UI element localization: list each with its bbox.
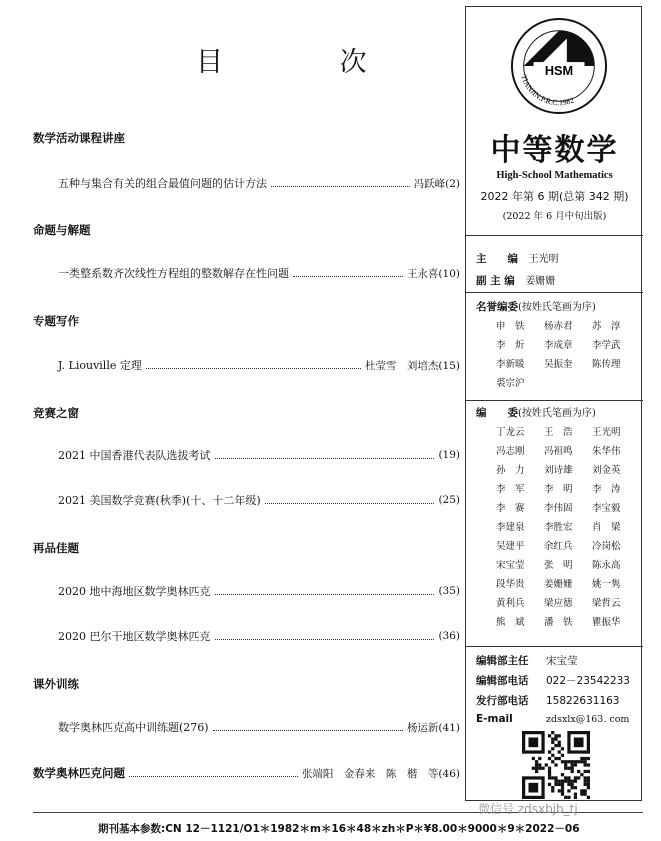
honor-board-heading <box>476 298 596 314</box>
person-name: 李新暖 <box>496 359 525 370</box>
honor-board-label: 名誉编委 <box>476 301 518 313</box>
editorial-board-names <box>496 423 636 632</box>
person-name: 苏 淳 <box>592 321 621 332</box>
distribution-phone-value: 15822631163 <box>546 695 620 707</box>
logo-ring-text: TIANJIN.P.R.C.1982 <box>519 73 576 108</box>
person-name: 李 明 <box>544 484 573 495</box>
toc-entry-author-page: (36) <box>438 630 460 642</box>
journal-name-en: High-School Mathematics <box>496 170 613 181</box>
person-name: 段华贵 <box>496 579 525 590</box>
person-name: 李 炘 <box>496 340 525 351</box>
toc-entry-author-page: (25) <box>438 494 460 506</box>
email[interactable] <box>476 713 629 725</box>
person-name: 李建泉 <box>496 522 525 533</box>
leader-dots <box>293 270 403 277</box>
journal-parameters: 期刊基本参数:CN 12－1121/O1＊1982＊m＊16＊48＊zh＊P＊¥8.00＊9000＊9＊2022－06 <box>98 823 580 835</box>
person-name: 余红兵 <box>544 541 573 552</box>
editorial-phone-label: 编辑部电话 <box>476 675 529 687</box>
leader-dots <box>215 588 435 595</box>
leader-dots <box>265 497 435 504</box>
name-row <box>496 317 636 336</box>
dept-head-label: 编辑部主任 <box>476 655 529 667</box>
publish-date: (2022 年 6 月中旬出版) <box>502 211 607 222</box>
person-name: 李 赛 <box>496 503 525 514</box>
name-row <box>496 575 636 594</box>
toc-entry[interactable] <box>58 265 460 281</box>
person-name: 刘诗雄 <box>544 465 573 476</box>
toc-entry-title: 2020 地中海地区数学奥林匹克 <box>58 585 211 598</box>
vice-editor-label: 副 主 编 <box>476 275 515 287</box>
page-title: 目 次 <box>196 47 421 78</box>
divider <box>466 646 643 647</box>
toc-entry[interactable] <box>58 357 460 373</box>
section-heading: 课外训练 <box>33 677 79 691</box>
toc-entry-author-page: (19) <box>438 449 460 461</box>
toc-entry[interactable] <box>58 175 460 191</box>
person-name: 吴建平 <box>496 541 525 552</box>
person-name: 姜姗姗 <box>544 579 573 590</box>
toc-entry-author-page: 张端阳 金春来 陈 楷 等(46) <box>301 767 460 780</box>
person-name: 吴振奎 <box>544 359 573 370</box>
toc-entry-author-page: 杨运新(41) <box>406 721 460 734</box>
email-value[interactable]: zdsxlx@163. com <box>546 714 630 725</box>
name-row <box>496 355 636 374</box>
toc-entry[interactable] <box>58 628 460 644</box>
leader-dots <box>146 362 361 369</box>
person-name: 李 军 <box>496 484 525 495</box>
person-name: 李胜宏 <box>544 522 573 533</box>
person-name: 熊 斌 <box>496 617 525 628</box>
person-name: 姚一隽 <box>592 579 621 590</box>
editorial-phone <box>476 673 630 688</box>
logo-hsm-text: HSM <box>544 62 574 78</box>
person-name: 裘宗沪 <box>496 378 525 389</box>
person-name: 丁龙云 <box>496 427 525 438</box>
toc-entry-title: 五种与集合有关的组合最值问题的估计方法 <box>58 177 267 190</box>
toc-entry-title: 2021 美国数学竞赛(秋季)(十、十二年级) <box>58 494 261 507</box>
person-name: 冯祖鸣 <box>544 446 573 457</box>
toc-entry-title: 2020 巴尔干地区数学奥林匹克 <box>58 630 211 643</box>
honor-board-note: (按姓氏笔画为序) <box>518 302 596 313</box>
person-name: 李学武 <box>592 340 621 351</box>
leader-dots <box>213 724 403 731</box>
journal-name-cn: 中等数学 <box>490 133 619 168</box>
person-name: 黄利兵 <box>496 598 525 609</box>
person-name: 冯志刚 <box>496 446 525 457</box>
name-row <box>496 480 636 499</box>
section-heading: 竞赛之窗 <box>33 406 79 420</box>
leader-dots <box>215 452 435 459</box>
person-name: 宋宝莹 <box>496 560 525 571</box>
editorial-board-note: (按姓氏笔画为序) <box>518 408 596 419</box>
chief-editor <box>476 250 559 266</box>
name-row <box>496 442 636 461</box>
person-name: 刘金英 <box>592 465 621 476</box>
leader-dots <box>271 180 410 187</box>
masthead-panel <box>465 6 642 801</box>
toc-entry-author-page: 冯跃峰(2) <box>413 177 460 190</box>
editorial-board-label: 编 委 <box>476 407 518 419</box>
name-row <box>496 556 636 575</box>
name-row <box>496 336 636 355</box>
person-name <box>592 374 636 393</box>
person-name: 朱华伟 <box>592 446 621 457</box>
toc-entry[interactable] <box>58 492 460 508</box>
person-name: 梁哲云 <box>592 598 621 609</box>
leader-dots <box>215 633 435 640</box>
leader-dots <box>129 770 298 777</box>
honor-board-names <box>496 317 636 393</box>
name-row <box>496 594 636 613</box>
toc-entry-title: 数学奥林匹克高中训练题(276) <box>58 721 209 734</box>
distribution-phone-label: 发行部电话 <box>476 695 529 707</box>
name-row <box>496 518 636 537</box>
section-heading: 命题与解题 <box>33 223 91 237</box>
person-name: 李成章 <box>544 340 573 351</box>
person-name: 杨赤君 <box>544 321 573 332</box>
section-heading: 专题写作 <box>33 314 79 328</box>
person-name <box>544 374 592 393</box>
divider <box>466 400 643 401</box>
vice-editor-name: 姜姗姗 <box>525 276 556 287</box>
distribution-phone <box>476 693 620 708</box>
person-name: 王 浩 <box>544 427 573 438</box>
section-heading: 再品佳题 <box>33 541 79 555</box>
vice-editor <box>476 272 555 288</box>
hsm-logo-icon <box>510 17 608 115</box>
dept-head <box>476 653 578 668</box>
person-name: 李宝毅 <box>592 503 621 514</box>
toc-entry[interactable] <box>58 719 460 735</box>
person-name: 孙 力 <box>496 465 525 476</box>
toc-entry-title: 一类整系数齐次线性方程组的整数解存在性问题 <box>58 267 289 280</box>
chief-editor-name: 王光明 <box>528 254 559 265</box>
person-name: 梁应德 <box>544 598 573 609</box>
person-name: 张 明 <box>544 560 573 571</box>
editorial-phone-value: 022－23542233 <box>546 675 630 687</box>
toc-entry[interactable] <box>58 583 460 599</box>
toc-entry-last[interactable] <box>33 765 460 781</box>
person-name: 陈传理 <box>592 359 621 370</box>
person-name: 冷岗松 <box>592 541 621 552</box>
toc-entry-author-page: 杜莹雪 刘培杰(15) <box>364 359 460 372</box>
name-row <box>496 374 636 393</box>
person-name: 李 涛 <box>592 484 621 495</box>
toc-entry[interactable] <box>58 447 460 463</box>
person-name: 肖 梁 <box>592 522 621 533</box>
person-name: 陈永高 <box>592 560 621 571</box>
qr-code-icon[interactable] <box>522 731 590 799</box>
name-row <box>496 613 636 632</box>
watermark: 微信号 zdsxbjb_tj <box>478 802 578 816</box>
chief-editor-label: 主 编 <box>476 253 518 265</box>
name-row <box>496 499 636 518</box>
divider <box>466 292 643 293</box>
person-name: 潘 铁 <box>544 617 573 628</box>
name-row <box>496 423 636 442</box>
issue-number: 2022 年第 6 期(总第 342 期) <box>480 190 629 203</box>
toc-entry-title: J. Liouville 定理 <box>58 359 142 372</box>
person-name: 王光明 <box>592 427 621 438</box>
name-row <box>496 537 636 556</box>
person-name: 瞿振华 <box>592 617 621 628</box>
toc-entry-title: 数学奥林匹克问题 <box>33 766 125 780</box>
divider <box>466 235 643 236</box>
person-name: 李伟固 <box>544 503 573 514</box>
person-name: 申 铁 <box>496 321 525 332</box>
toc-entry-author-page: 王永喜(10) <box>406 267 460 280</box>
editorial-board-heading <box>476 404 596 420</box>
dept-head-name: 宋宝莹 <box>546 655 578 667</box>
section-heading: 数学活动课程讲座 <box>33 131 125 145</box>
toc-entry-author-page: (35) <box>438 585 460 597</box>
toc-entry-title: 2021 中国香港代表队选拔考试 <box>58 449 211 462</box>
name-row <box>496 461 636 480</box>
email-label: E-mail <box>476 713 513 725</box>
